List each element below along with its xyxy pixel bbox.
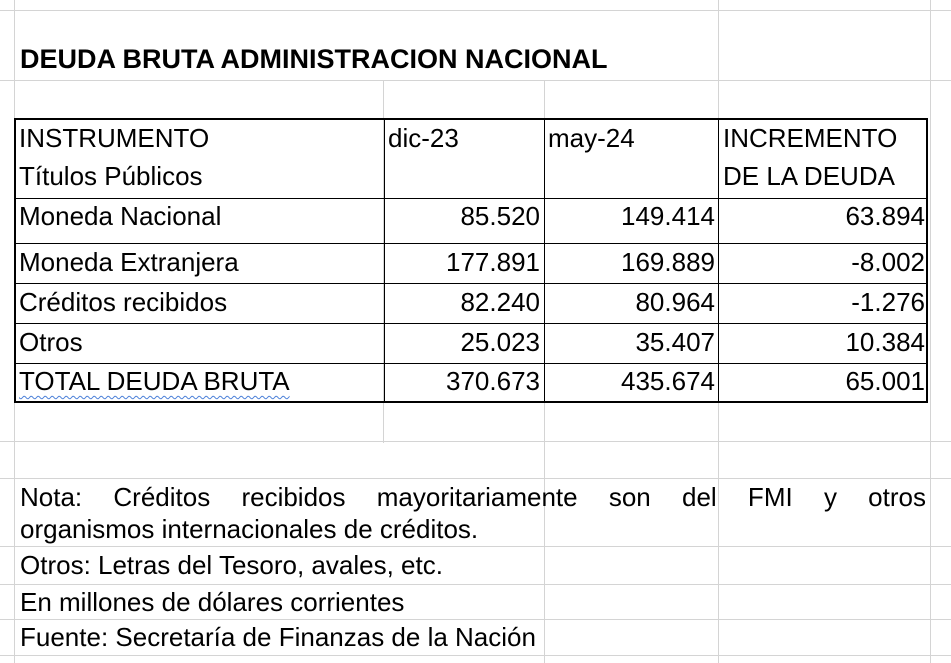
header-incremento: INCREMENTO	[723, 123, 898, 153]
header-de-la-deuda: DE LA DEUDA	[723, 161, 895, 191]
row-label-otros: Otros	[19, 327, 83, 357]
cell-value: 177.891	[446, 247, 540, 277]
row-label-titulos-publicos: Títulos Públicos	[19, 161, 203, 191]
note-unidades: En millones de dólares corrientes	[20, 587, 405, 617]
cell-value: 85.520	[460, 201, 540, 231]
cell-value: 65.001	[845, 366, 925, 396]
header-dic-23: dic-23	[388, 123, 459, 153]
cell-value: 435.674	[621, 366, 715, 396]
note-line-2: organismos internacionales de créditos.	[20, 514, 479, 544]
row-label-moneda-nacional: Moneda Nacional	[19, 201, 222, 231]
cell-value: -1.276	[851, 287, 925, 317]
header-may-24: may-24	[548, 123, 635, 153]
debt-table	[14, 118, 928, 403]
cell-value: 370.673	[446, 366, 540, 396]
header-instrumento: INSTRUMENTO	[19, 123, 210, 153]
row-label-creditos-recibidos: Créditos recibidos	[19, 287, 228, 317]
cell-value: 35.407	[635, 327, 715, 357]
cell-value: -8.002	[851, 247, 925, 277]
page-title: DEUDA BRUTA ADMINISTRACION NACIONAL	[20, 44, 608, 74]
cell-value: 63.894	[845, 201, 925, 231]
cell-value: 10.384	[845, 327, 925, 357]
cell-value: 25.023	[460, 327, 540, 357]
cell-value: 82.240	[460, 287, 540, 317]
cell-value: 80.964	[635, 287, 715, 317]
cell-value: 169.889	[621, 247, 715, 277]
note-line-1: Nota: Créditos recibidos mayoritariamente son del FMI y otros	[20, 482, 926, 512]
note-otros: Otros: Letras del Tesoro, avales, etc.	[20, 550, 443, 580]
note-fuente: Fuente: Secretaría de Finanzas de la Nación	[20, 622, 536, 652]
cell-value: 149.414	[621, 201, 715, 231]
row-label-total: TOTAL DEUDA BRUTA	[19, 366, 290, 396]
row-label-moneda-extranjera: Moneda Extranjera	[19, 247, 239, 277]
